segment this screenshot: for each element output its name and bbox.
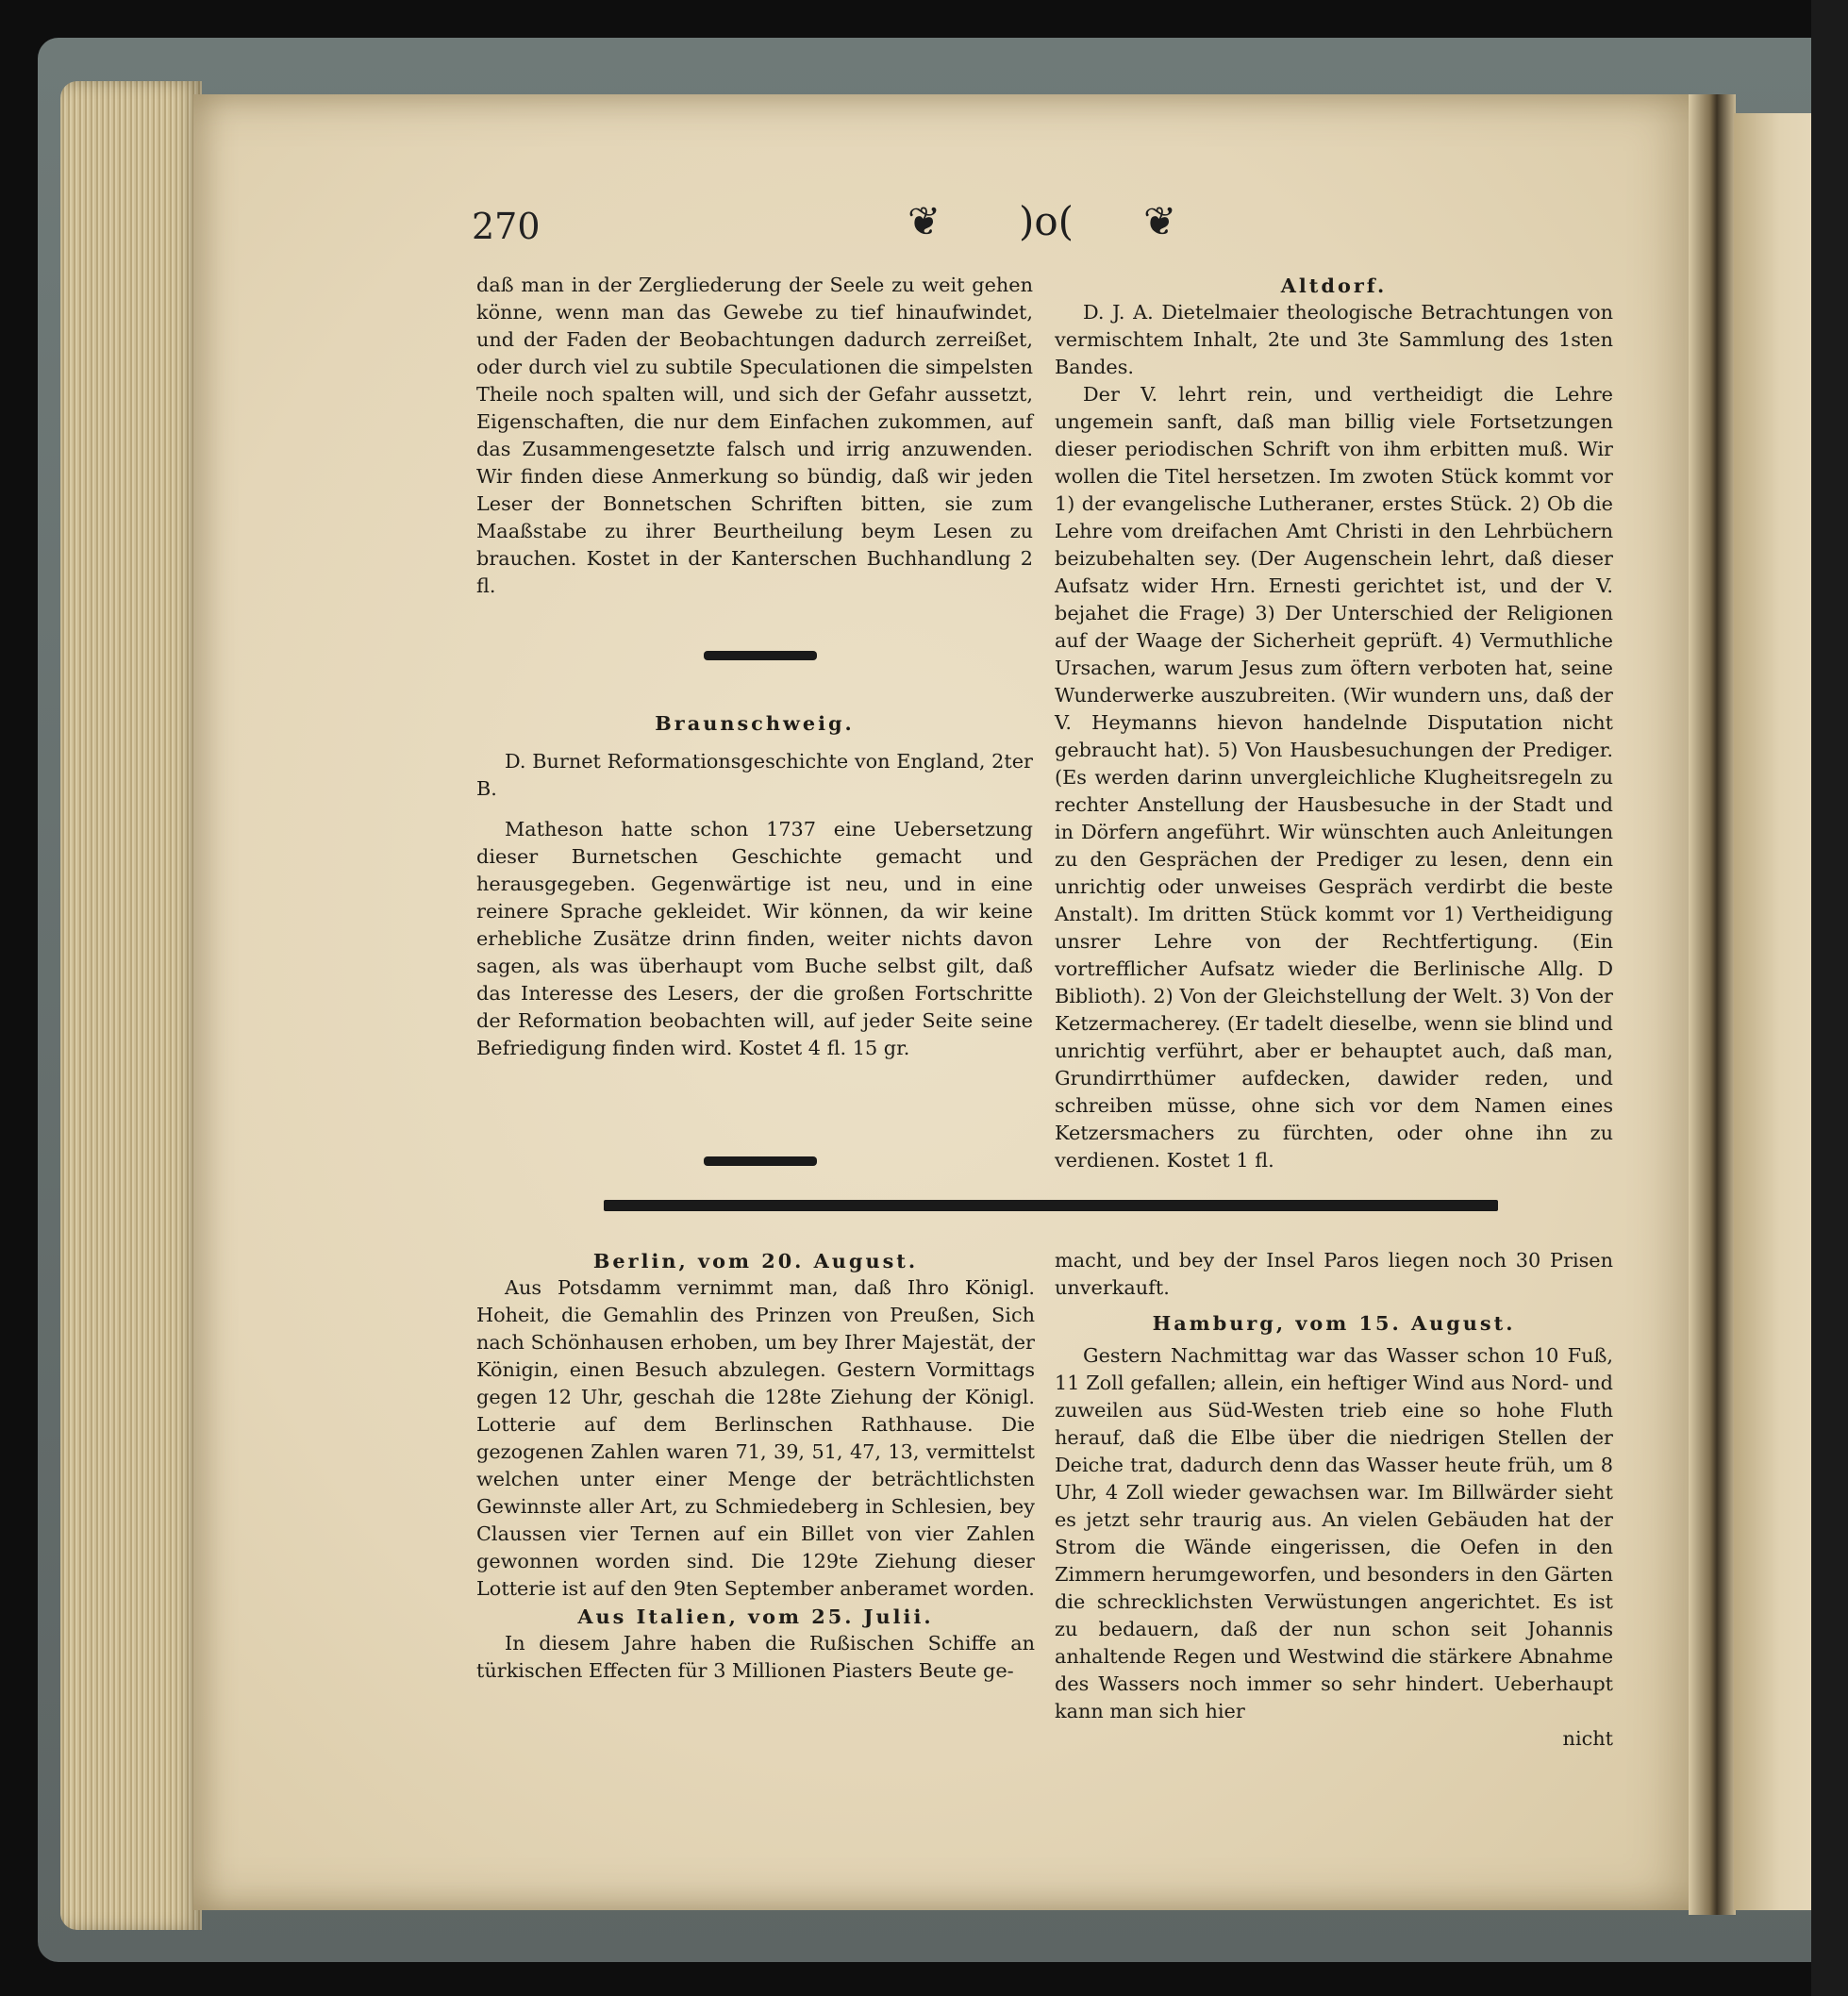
book-gutter bbox=[1689, 94, 1736, 1915]
page-number: 270 bbox=[472, 206, 541, 247]
section-divider bbox=[704, 651, 817, 660]
continuation-text: macht, und bey der Insel Paros liegen noch 30 Prisen unverkauft. bbox=[1055, 1249, 1613, 1299]
page-edges bbox=[60, 81, 202, 1930]
ornament-center-icon: )o( bbox=[1019, 198, 1074, 244]
ornament-left-icon: ❦ bbox=[907, 198, 941, 244]
news-heading-hamburg: Hamburg, vom 15. August. bbox=[1152, 1311, 1516, 1335]
bottom-left-column bbox=[476, 1247, 1035, 1685]
entry-title: D. Burnet Reformationsgeschichte von England, 2ter B. bbox=[476, 750, 1033, 800]
section-divider bbox=[704, 1156, 817, 1166]
news-paragraph: In diesem Jahre haben die Rußischen Schiffe an türkischen Effecten für 3 Millionen Piasters Beute ge- bbox=[476, 1632, 1035, 1682]
top-right-column bbox=[1055, 272, 1613, 1174]
entry-title: D. J. A. Dietelmaier theologische Betrachtungen von vermischtem Inhalt, 2te und 3te Sammlung des 1sten Bandes. bbox=[1055, 301, 1613, 378]
ornament-right-icon: ❦ bbox=[1143, 198, 1177, 244]
news-paragraph: Aus Potsdamm vernimmt man, daß Ihro Königl. Hoheit, die Gemahlin des Prinzen von Preußen, Sich nach Schönhausen erhoben, um bey Ihrer Majestät, der Königin, einen Besuch abzulegen. Gestern Vormittags gegen 12 Uhr, geschah die 128te Ziehung der Königl. Lotterie auf dem Berlinschen Rathhause. Die gezogenen Zahlen waren 71, 39, 51, 47, 13, vermittelst welchen unter einer Menge der beträchtlichsten Gewinnste aller Art, zu Schmiedeberg in Schlesien, bey Claussen vier Ternen auf ein Billet von vier Zahlen gewonnen worden sind. Die 129te Ziehung dieser Lotterie ist auf den 9ten September anberamet worden. bbox=[476, 1276, 1035, 1600]
section-heading: Altdorf. bbox=[1280, 274, 1388, 297]
news-heading-berlin: Berlin, vom 20. August. bbox=[592, 1249, 919, 1272]
newspaper-rule bbox=[604, 1200, 1498, 1211]
entry-body: Der V. lehrt rein, und vertheidigt die Lehre ungemein sanft, daß man billig viele Fortsetzungen dieser periodischen Schrift von ihm erbitten muß. Wir wollen die Titel hersetzen. Im zwoten Stück kommt vor 1) der evangelische Lutheraner, erstes Stück. 2) Ob die Lehre vom dreifachen Amt Christi in den Lehrbüchern beizubehalten sey. (Der Augenschein lehrt, daß dieser Aufsatz wider Hrn. Ernesti gerichtet ist, und der V. bejahet die Frage) 3) Der Unterschied der Religionen auf der Waage der Sicherheit geprüft. 4) Vermuthliche Ursachen, warum Jesus zum öftern verboten hat, seine Wunderwerke auszubreiten. (Wir wundern uns, daß der V. Heymanns hievon handelnde Disputation nicht gebraucht hat). 5) Von Hausbesuchungen der Prediger. (Es werden darinn unvergleichliche Klugheitsregeln zu rechter Anstellung der Hausbesuche in der Stadt und in Dörfern angeführt. Wir wünschten auch Anleitungen zu den Gesprächen der Prediger zu lesen, denn ein unrichtig oder unweises Gespräch verdirbt die beste Anstalt). Im dritten Stück kommt vor 1) Vertheidigung unsrer Lehre von der Rechtfertigung. (Ein vortrefflicher Aufsatz wieder die Berlinische Allg. D Biblioth). 2) Von der Gleichstellung der Welt. 3) Von der Ketzermacherey. (Er tadelt dieselbe, wenn sie blind und unrichtig verführt, aber er behauptet auch, daß man, Grundirrthümer aufdecken, dawider reden, und schreiben müsse, ohne sich vor dem Namen eines Ketzersmachers zu fürchten, oder ohne ihn zu verdienen. Kostet 1 fl. bbox=[1055, 383, 1613, 1172]
continuation-text: daß man in der Zergliederung der Seele zu weit gehen könne, wenn man das Gewebe zu tief hinaufwindet, und der Faden der Beobachtungen dadurch zerreißet, oder durch viel zu subtile Speculationen die simpelsten Theile noch spalten will, und sich der Gefahr aussetzt, Eigenschaften, die nur dem Einfachen zukommen, auf das Zusammengesetzte falsch und irrig anzuwenden. Wir finden diese Anmerkung so bündig, daß wir jeden Leser der Bonnetschen Schriften bitten, sie zum Maaßstabe zu ihrer Beurtheilung beym Lesen zu brauchen. Kostet in der Kanterschen Buchhandlung 2 fl. bbox=[476, 274, 1033, 597]
entry-body: Matheson hatte schon 1737 eine Uebersetzung dieser Burnetschen Geschichte gemacht und herausgegeben. Gegenwärtige ist neu, und in eine reinere Sprache gekleidet. Wir können, da wir keine erhebliche Zusätze drinn finden, weiter nichts davon sagen, als was überhaupt vom Buche selbst gilt, daß das Interesse des Lesers, der die großen Fortschritte der Reformation beobachten will, auf jeder Seite seine Befriedigung finden wird. Kostet 4 fl. 15 gr. bbox=[476, 818, 1033, 1059]
news-heading-italien: Aus Italien, vom 25. Julii. bbox=[577, 1605, 934, 1628]
top-left-column bbox=[476, 272, 1033, 600]
section-heading: Braunschweig. bbox=[655, 711, 855, 735]
scan-border bbox=[1811, 0, 1848, 1996]
bottom-right-column bbox=[1055, 1247, 1613, 1753]
braunschweig-section bbox=[476, 709, 1033, 1062]
catchword: nicht bbox=[1562, 1727, 1613, 1750]
news-paragraph: Gestern Nachmittag war das Wasser schon 10 Fuß, 11 Zoll gefallen; allein, ein heftiger Wind aus Nord- und zuweilen aus Süd-Westen trieb eine so hohe Fluth herauf, daß die Elbe über die niedrigen Stellen der Deiche trat, dadurch denn das Wasser heute früh, um 8 Uhr, 4 Zoll wieder gewachsen war. Im Billwärder sieht es jetzt sehr traurig aus. An vielen Gebäuden hat der Strom die Wände eingerissen, die Oefen in den Zimmern herumgeworfen, und besonders in den Gärten die schrecklichsten Verwüstungen angerichtet. Es ist zu bedauern, daß der nun schon seit Johannis anhaltende Regen und Westwind die stärkere Abnahme des Wassers noch immer so sehr hindert. Ueberhaupt kann man sich hier bbox=[1055, 1344, 1613, 1722]
